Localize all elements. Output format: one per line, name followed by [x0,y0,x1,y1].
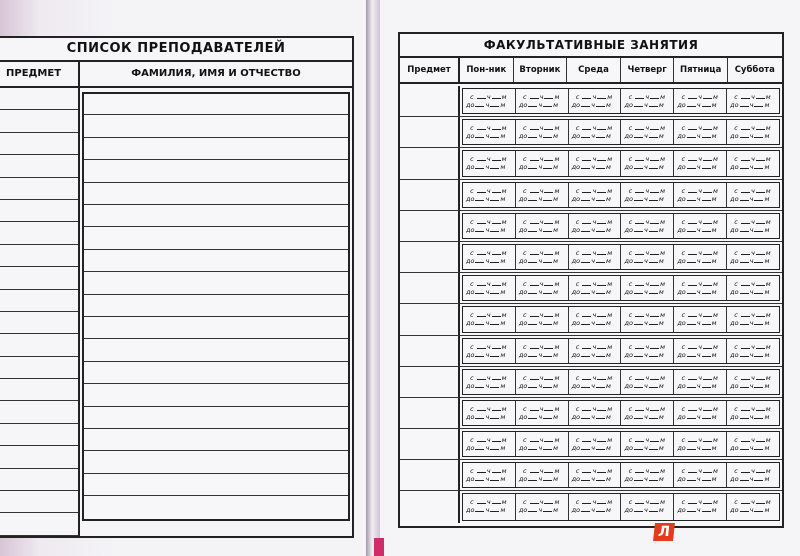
time-slot: с ч м до ч м [621,245,674,269]
time-slot: с ч м до ч м [463,89,516,113]
time-slot: с ч м до ч м [621,89,674,113]
subject-cell [0,469,78,491]
time-slot: с ч м до ч м [463,401,516,425]
time-slot: с ч м до ч м [621,307,674,331]
time-slot: с ч м до ч м [516,401,569,425]
time-slot: с ч м до ч м [730,436,771,453]
time-slot: с ч м до ч м [569,89,622,113]
subject-cell [0,513,78,535]
time-slot: с ч м до ч м [674,432,727,456]
time-slot: с ч м до ч м [516,339,569,363]
elective-row [400,336,782,367]
subject-cell [0,245,78,267]
time-slot: с ч м до ч м [674,214,727,238]
teacher-name-column-header: ФАМИЛИЯ, ИМЯ И ОТЧЕСТВО [131,68,301,79]
teacher-name-lines [82,92,350,521]
subject-cell [0,379,78,401]
electives-rows [400,84,782,526]
subject-cell [0,155,78,177]
subject-cell [0,133,78,155]
time-slots [462,462,780,488]
elective-subject-cell [400,86,460,116]
time-slots [462,244,780,270]
writing-line [84,294,348,295]
time-slot: с ч м до ч м [730,373,771,390]
time-slot: с ч м до ч м [569,183,622,207]
time-slot: с ч м до ч м [569,245,622,269]
time-slot: с ч м до ч м [730,248,771,265]
time-slots [462,275,780,301]
time-slot: с ч м до ч м [674,370,727,394]
elective-row [400,491,782,522]
time-slot: с ч м до ч м [730,124,771,141]
time-slot: с ч м до ч м [730,311,771,328]
time-slots [462,338,780,364]
subject-cell [0,200,78,222]
writing-line [84,316,348,317]
subject-column-header: ПРЕДМЕТ [0,62,80,86]
elective-row [400,273,782,304]
writing-line [84,428,348,429]
time-slot: с ч м до ч м [621,463,674,487]
time-slots [462,400,780,426]
time-slot: с ч м до ч м [516,120,569,144]
time-slot: с ч м до ч м [730,217,771,234]
time-slot: с ч м до ч м [463,245,516,269]
time-slots [462,150,780,176]
subject-cell [0,446,78,468]
time-slot: с ч м до ч м [674,276,727,300]
time-slot: с ч м до ч м [621,120,674,144]
time-slot: с ч м до ч м [674,463,727,487]
subject-cell [0,491,78,513]
time-slot: с ч м до ч м [569,276,622,300]
bookmark-ribbon [374,538,384,556]
time-slot: с ч м до ч м [621,401,674,425]
time-slot: с ч м до ч м [674,120,727,144]
subject-cell [0,88,78,110]
elective-subject-cell [400,460,460,490]
writing-line [84,495,348,496]
time-slot: с ч м до ч м [730,93,771,109]
elective-subject-cell [400,367,460,397]
elective-subject-cell [400,398,460,428]
time-slots [462,369,780,395]
elective-row [400,117,782,148]
teachers-list-body [0,88,352,536]
day-header: Среда [567,58,621,82]
elective-subject-cell [400,491,460,522]
time-slot: с ч м до ч м [569,120,622,144]
time-slot: с ч м до ч м [730,498,771,515]
time-slot: с ч м до ч м [516,276,569,300]
day-header: Суббота [734,65,775,75]
book-gutter [366,0,380,556]
time-slot: с ч м до ч м [463,183,516,207]
teachers-list-header [0,62,352,88]
writing-line [84,182,348,183]
day-header: Четверг [621,58,675,82]
time-slot: с ч м до ч м [621,494,674,519]
elective-subject-cell [400,117,460,147]
day-header: Пон-ник [460,58,514,82]
time-slot: с ч м до ч м [674,494,727,519]
subject-column [0,88,80,536]
time-slot: с ч м до ч м [730,280,771,297]
time-slot: с ч м до ч м [516,183,569,207]
time-slot: с ч м до ч м [621,339,674,363]
time-slot: с ч м до ч м [463,307,516,331]
time-slot: с ч м до ч м [516,245,569,269]
elective-subject-cell [400,336,460,366]
time-slot: с ч м до ч м [674,151,727,175]
publisher-logo: Л [653,523,675,541]
elective-row [400,148,782,179]
time-slot: с ч м до ч м [569,370,622,394]
day-header: Пятница [674,58,728,82]
time-slot: с ч м до ч м [674,245,727,269]
subject-cell [0,312,78,334]
time-slot: с ч м до ч м [569,432,622,456]
time-slot: с ч м до ч м [463,432,516,456]
time-slots [462,431,780,457]
time-slot: с ч м до ч м [463,214,516,238]
time-slot: с ч м до ч м [463,151,516,175]
time-slot: с ч м до ч м [516,151,569,175]
subject-cell [0,424,78,446]
time-slot: с ч м до ч м [621,214,674,238]
elective-subject-cell [400,180,460,210]
time-slot: с ч м до ч м [516,89,569,113]
time-slot: с ч м до ч м [730,404,771,421]
time-slot: с ч м до ч м [674,339,727,363]
time-slot: с ч м до ч м [516,494,569,519]
day-header: Вторник [514,58,568,82]
writing-line [84,338,348,339]
time-slot: с ч м до ч м [621,276,674,300]
time-slot: с ч м до ч м [569,463,622,487]
time-slots [462,182,780,208]
time-slots [462,493,780,520]
time-slot: с ч м до ч м [463,339,516,363]
elective-row [400,398,782,429]
writing-line [84,406,348,407]
time-slot: с ч м до ч м [463,494,516,519]
elective-subject-cell [400,273,460,303]
elective-row [400,460,782,491]
teachers-list-title: СПИСОК ПРЕПОДАВАТЕЛЕЙ [0,38,352,62]
electives-title: ФАКУЛЬТАТИВНЫЕ ЗАНЯТИЯ [400,34,782,58]
elective-row [400,180,782,211]
time-slots [462,306,780,332]
time-slot: с ч м до ч м [516,307,569,331]
elective-row [400,242,782,273]
teachers-list-table [0,36,354,538]
time-slots [462,119,780,145]
time-slot: с ч м до ч м [730,342,771,359]
right-page [380,0,800,556]
writing-line [84,361,348,362]
time-slots [462,213,780,239]
writing-line [84,204,348,205]
writing-line [84,159,348,160]
writing-line [84,249,348,250]
electives-header [400,58,782,84]
time-slot: с ч м до ч м [674,401,727,425]
elective-row [400,86,782,117]
time-slot: с ч м до ч м [674,89,727,113]
time-slots [462,88,780,114]
subject-cell [0,334,78,356]
left-page [0,0,366,556]
time-slot: с ч м до ч м [569,214,622,238]
writing-line [84,137,348,138]
time-slot: с ч м до ч м [516,463,569,487]
time-slot: с ч м до ч м [621,183,674,207]
elective-row [400,367,782,398]
subject-cell [0,401,78,423]
time-slot: с ч м до ч м [621,432,674,456]
time-slot: с ч м до ч м [569,151,622,175]
time-slot: с ч м до ч м [674,307,727,331]
subject-cell [0,290,78,312]
subject-cell [0,267,78,289]
time-slot: с ч м до ч м [730,155,771,172]
elective-subject-cell [400,242,460,272]
time-slot: с ч м до ч м [730,467,771,484]
writing-line [84,114,348,115]
time-slot: с ч м до ч м [463,370,516,394]
time-slot: с ч м до ч м [569,339,622,363]
time-slot: с ч м до ч м [516,432,569,456]
writing-line [84,383,348,384]
writing-line [84,473,348,474]
time-slot: с ч м до ч м [463,120,516,144]
elective-row [400,211,782,242]
subject-cell [0,222,78,244]
writing-line [84,271,348,272]
teacher-name-column [80,88,352,536]
time-slot: с ч м до ч м [463,276,516,300]
elective-subject-cell [400,211,460,241]
time-slot: с ч м до ч м [674,183,727,207]
electives-subject-header: Предмет [400,58,460,82]
electives-table [398,32,784,528]
time-slot: с ч м до ч м [463,463,516,487]
elective-subject-cell [400,429,460,459]
elective-row [400,429,782,460]
writing-line [84,450,348,451]
time-slot: с ч м до ч м [569,494,622,519]
subject-cell [0,110,78,132]
writing-line [84,226,348,227]
elective-row [400,304,782,335]
elective-subject-cell [400,304,460,334]
time-slot: с ч м до ч м [730,186,771,203]
time-slot: с ч м до ч м [516,370,569,394]
time-slot: с ч м до ч м [621,151,674,175]
elective-subject-cell [400,148,460,178]
subject-cell [0,357,78,379]
time-slot: с ч м до ч м [569,307,622,331]
time-slot: с ч м до ч м [569,401,622,425]
time-slot: с ч м до ч м [621,370,674,394]
time-slot: с ч м до ч м [516,214,569,238]
subject-cell [0,178,78,200]
